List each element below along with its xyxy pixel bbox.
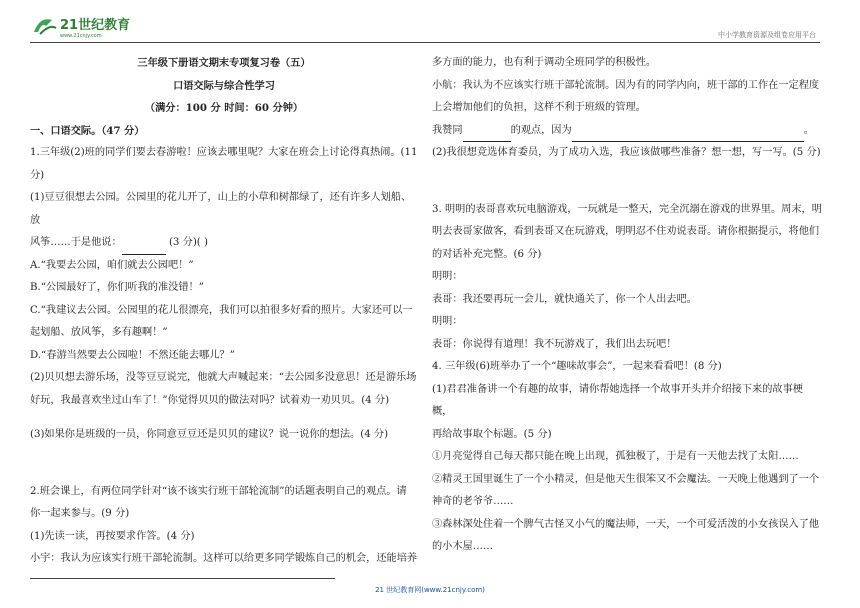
answer-blank[interactable] [572,128,804,142]
footer-text[interactable]: 21 世纪教育网(www.21cnjy.com) [375,586,485,594]
option-c: C.“我建议去公园。公园里的花儿很漂亮，我们可以拍很多好看的照片。大家还可以一 [30,304,413,316]
question-text: 多方面的能力，也有利于调动全班同学的积极性。 [432,57,657,68]
question-text: 风筝……于是他说： (3 分)( ) [30,232,418,255]
question-text: 好玩，我最喜欢坐过山车了！”你觉得贝贝的做法对吗？试着劝一劝贝贝。(4 分) [30,394,390,406]
question-text: 我赞同 的观点，因为 。 [432,120,822,143]
left-column [30,52,418,571]
story-option: ③森林深处住着一个脾气古怪又小气的魔法师，一天，一个可爱活泼的小女孩误入了他 [432,518,820,530]
story-option: ②精灵王国里诞生了一个小精灵，但是他天生很笨又不会魔法。一天晚上他遇到了一个 [432,473,820,485]
story-option: ①月亮觉得自己每天都只能在晚上出现，孤独极了，于是有一天他去找了太阳…… [432,451,799,462]
footer-divider [30,578,335,579]
question-text: (1)先读一读，再按要求作答。(4 分) [30,530,195,542]
exam-title: 三年级下册语文期末专项复习卷（五） [137,57,311,69]
question-text: 3. 明明的表哥喜欢玩电脑游戏，一玩就是一整天，完全沉溺在游戏的世界里。周末，明 [432,203,822,215]
header-platform-text: 中小学教育资源及组卷应用平台 [718,31,816,39]
question-text: (2)贝贝想去游乐场，没等豆豆说完，他就大声喊起来：“去公园多没意思！还是游乐场 [30,372,417,383]
story-option: 神奇的老爷爷…… [432,496,514,507]
question-text: 明去表哥家做客，看到表哥又在玩游戏，明明忍不住劝说表哥。请你根据提示，将他们 [432,226,820,237]
question-text: (1)君君准备讲一个有趣的故事，请你帮她选择一个故事开头并介绍接下来的故事梗概， [432,383,803,417]
logo [30,12,140,40]
option-c: 起划船、放风筝，多有趣啊！” [30,327,168,338]
dialogue-line: 表哥：我还要再玩一会儿，就快通关了，你一个人出去吧。 [432,293,697,305]
option-d: D.“春游当然要去公园啦！不然还能去哪儿？” [30,349,235,361]
header-divider [30,42,820,43]
question-text: 再给故事取个标题。(5 分) [432,428,552,440]
question-text: 4. 三年级(6)班举办了一个“趣味故事会”，一起来看看吧！(8 分) [432,361,722,372]
question-text: 小宇：我认为应该实行班干部轮流制。这样可以给更多同学锻炼自己的机会，还能培养 [30,553,418,564]
dialogue-line: 表哥：你说得有道理！我不玩游戏了，我们出去玩吧！ [432,338,677,350]
logo-subtext: www.21cnjy.com [60,33,102,39]
question-text: 分) [30,169,45,181]
dialogue-line: 明明： [432,316,463,327]
question-text: (3)如果你是班级的一员，你同意豆豆还是贝贝的建议？说一说你的想法。(4 分) [30,429,389,440]
story-option: 的小木屋…… [432,541,494,552]
right-column [432,52,822,559]
question-text: 上会增加他们的负担，这样不利于班级的管理。 [432,102,646,113]
answer-blank[interactable] [122,241,166,255]
logo-text: 21世纪教育 [60,18,131,33]
question-text: 1.三年级(2)班的同学们要去春游啦！应该去哪里呢？大家在班会上讨论得真热闹。(11 [30,147,418,158]
question-text: 小航：我认为不应该实行班干部轮流制。因为有的同学内向，班干部的工作在一定程度 [432,79,820,91]
question-text: 的对话补充完整。(6 分) [432,248,542,260]
dialogue-line: 明明： [432,271,463,282]
question-text: 你一起来参与。(9 分) [30,508,130,519]
exam-subtitle: 口语交际与综合性学习 [173,79,275,92]
question-text: 2.班会课上，有两位同学针对“该不该实行班干部轮流制”的话题表明自己的观点。请 [30,485,407,497]
answer-blank[interactable] [463,128,511,142]
question-text: (1)豆豆很想去公园。公园里的花儿开了，山上的小草和树都绿了，还有许多人划船、放 [30,192,412,226]
section-heading: 一、口语交际。（47 分） [30,124,145,137]
exam-score-time: （满分：100 分 时间：60 分钟） [144,102,304,114]
option-b: B.“公园最好了，你们听我的准没错！” [30,282,204,293]
question-text: (2)我很想竞选体育委员，为了成功入选，我应该做哪些准备？想一想，写一写。(5 分) [432,147,821,158]
option-a: A.“我要去公园，咱们就去公园吧！” [30,259,194,271]
